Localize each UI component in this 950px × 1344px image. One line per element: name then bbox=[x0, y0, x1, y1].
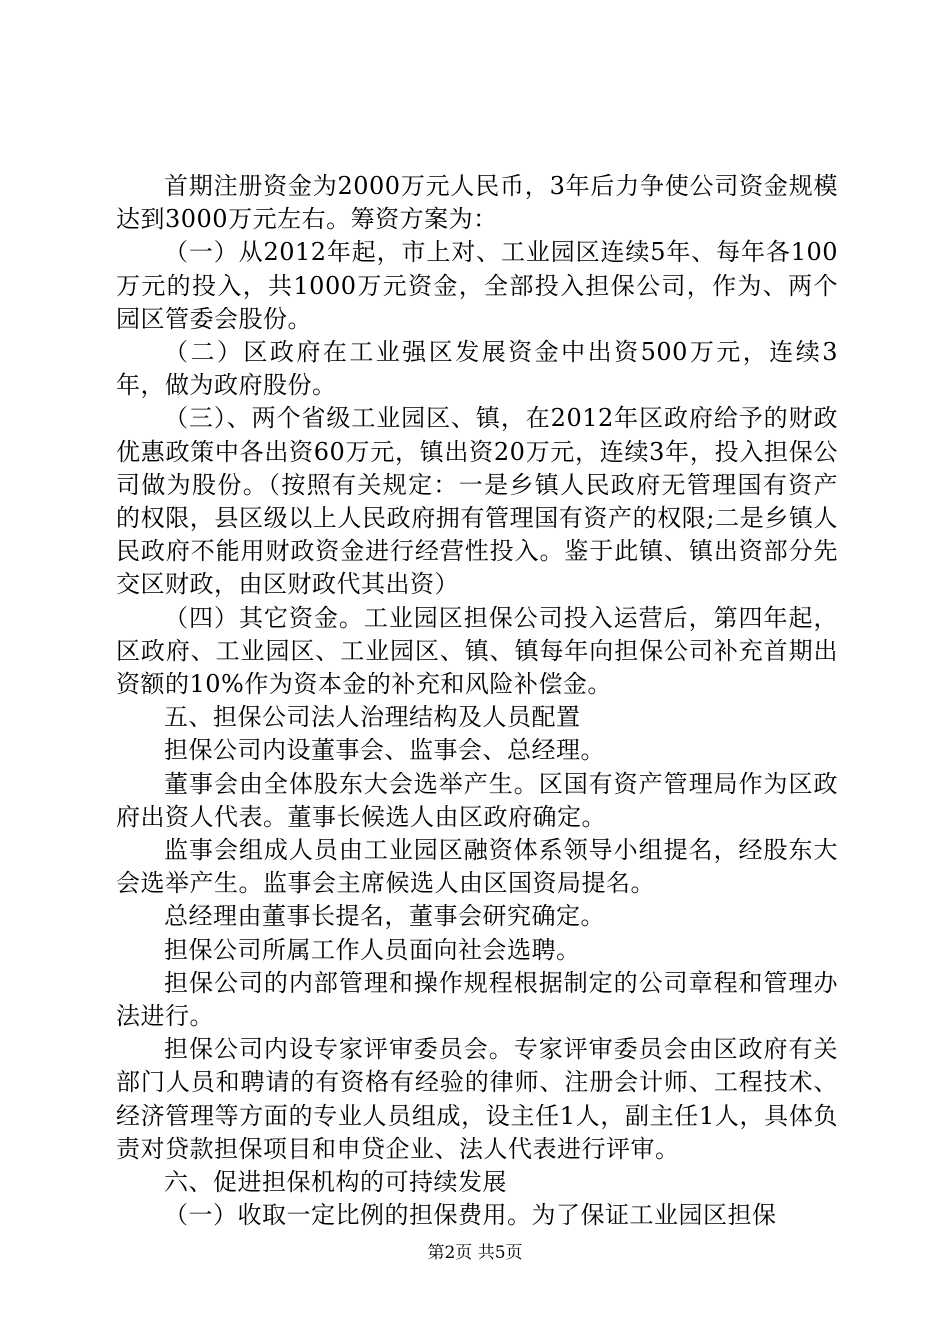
paragraph-expert-committee: 担保公司内设专家评审委员会。专家评审委员会由区政府有关部门人员和聘请的有资格有经验的律师、注册会计师、工程技术、经济管理等方面的专业人员组成，设主任1人，副主任1人，具体负责对贷款担保项目和申贷企业、法人代表进行评审。 bbox=[116, 1035, 838, 1163]
section-heading-governance: 五、担保公司法人治理结构及人员配置 bbox=[164, 703, 581, 732]
paragraph-capital: 首期注册资金为2000万元人民币，3年后力争使公司资金规模达到3000万元左右。筹资方案为： bbox=[116, 172, 838, 234]
paragraph-internal-management: 担保公司的内部管理和操作规程根据制定的公司章程和管理办法进行。 bbox=[116, 968, 838, 1031]
paragraph-staff: 担保公司所属工作人员面向社会选聘。 bbox=[164, 935, 581, 964]
paragraph-general-manager: 总经理由董事长提名，董事会研究确定。 bbox=[164, 902, 605, 931]
paragraph-supervisory-board: 监事会组成人员由工业园区融资体系领导小组提名，经股东大会选举产生。监事会主席候选人由区国资局提名。 bbox=[116, 836, 838, 898]
paragraph-board: 董事会由全体股东大会选举产生。区国有资产管理局作为区政府出资人代表。董事长候选人由区政府确定。 bbox=[116, 769, 838, 831]
paragraph-funding-2: （二）区政府在工业强区发展资金中出资500万元，连续3年，做为政府股份。 bbox=[116, 338, 838, 400]
paragraph-funding-3: （三）、两个省级工业园区、镇，在2012年区政府给予的财政优惠政策中各出资60万元，镇出资20万元，连续3年，投入担保公司做为股份。（按照有关规定：一是乡镇人民政府无管理国有资产的权限，县区级以上人民政府拥有管理国有资产的权限;二是乡镇人民政府不能用财政资金进行经营性投入。鉴于此镇、镇出资部分先交区财政，由区财政代其出资） bbox=[116, 404, 838, 599]
paragraph-guarantee-fee: （一）收取一定比例的担保费用。为了保证工业园区担保 bbox=[164, 1201, 777, 1230]
section-heading-sustainability: 六、促进担保机构的可持续发展 bbox=[164, 1168, 507, 1197]
document-body bbox=[116, 170, 838, 1233]
page-number-footer: 第2页 共5页 bbox=[427, 1243, 523, 1263]
paragraph-funding-4: （四）其它资金。工业园区担保公司投入运营后，第四年起，区政府、工业园区、工业园区、镇、镇每年向担保公司补充首期出资额的10%作为资本金的补充和风险补偿金。 bbox=[116, 603, 838, 699]
paragraph-governance-structure: 担保公司内设董事会、监事会、总经理。 bbox=[164, 736, 605, 765]
paragraph-funding-1: （一）从2012年起，市上对、工业园区连续5年、每年各100万元的投入，共1000万元资金，全部投入担保公司，作为、两个园区管委会股份。 bbox=[116, 238, 838, 333]
